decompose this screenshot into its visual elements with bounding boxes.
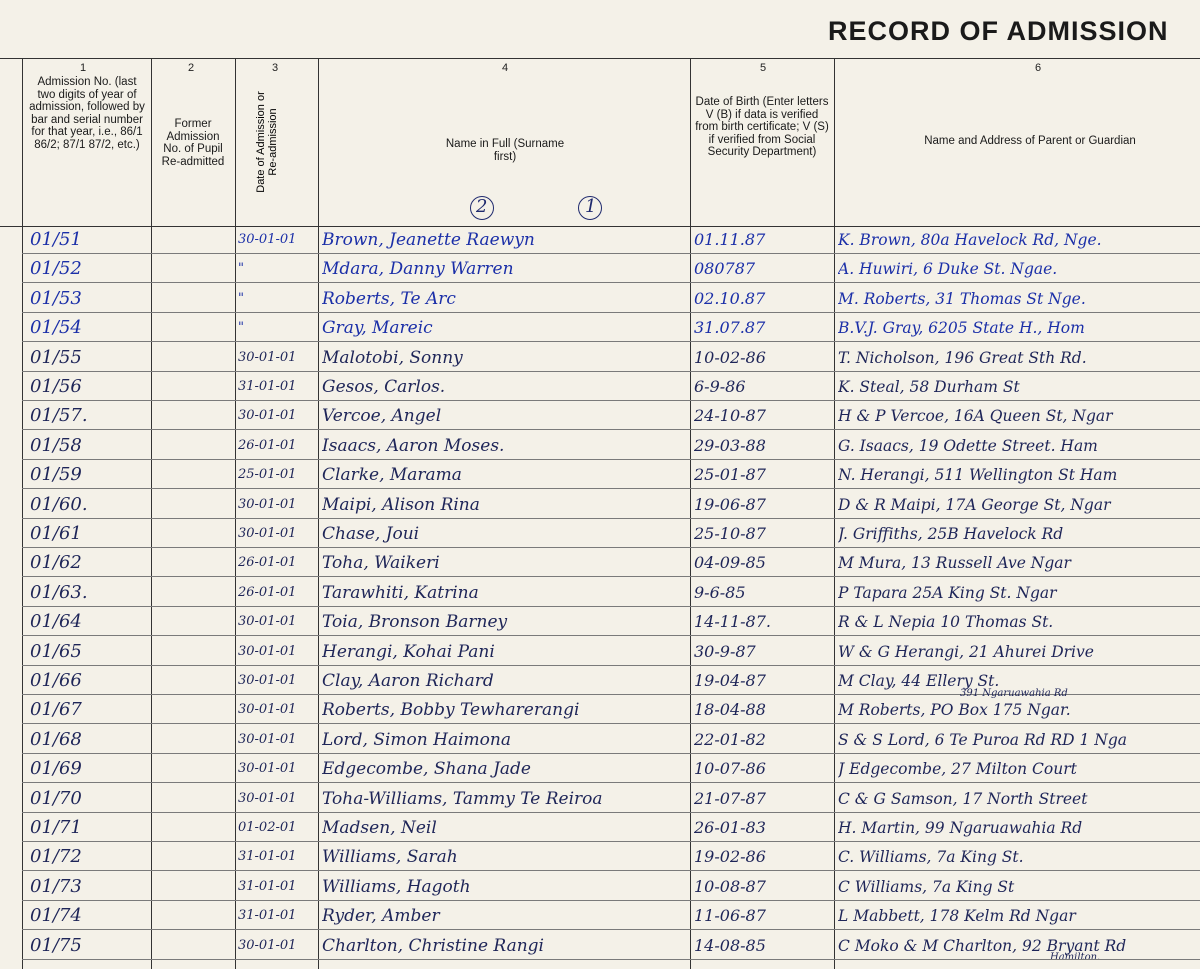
dob-cell: 10-08-87 [694,876,766,896]
name-cell: Chase, Joui [322,524,420,544]
date-cell: 30-01-01 [238,349,297,365]
parent-cell: C Moko & M Charlton, 92 Bryant Rd [838,936,1127,955]
row-rule [22,488,1200,489]
name-cell: Madsen, Neil [322,818,437,838]
col-header-admission-no: Admission No. (last two digits of year of admission, followed by bar and serial number for that year, i.e., 86/1 86/2; 87/1 87/2, etc.) [29,76,145,151]
row-rule [22,429,1200,430]
admission-no-cell: 01/55 [30,346,82,368]
col-number-3: 3 [272,62,279,74]
dob-cell: 29-03-88 [694,435,766,455]
date-cell: 30-01-01 [238,526,297,541]
name-cell: Toha-Williams, Tammy Te Reiroa [322,788,603,809]
dob-cell: 9-6-85 [694,582,746,602]
col-header-date-admission-text: Date of Admission or Re-admission [255,91,279,193]
parent-cell: C & G Samson, 17 North Street [838,789,1088,808]
table-row [0,373,1200,401]
parent-cell: H & P Vercoe, 16A Queen St, Ngar [838,407,1113,426]
name-cell: Toha, Waikeri [322,553,440,574]
dob-cell: 19-04-87 [694,671,766,690]
parent-extra-note: 391 Ngaruawahia Rd [960,688,1068,700]
admission-no-cell: 01/71 [30,817,82,838]
row-rule [22,870,1200,871]
table-row [0,902,1200,930]
table-row [0,402,1200,430]
parent-cell: C. Williams, 7a King St. [838,848,1024,867]
table-row [0,638,1200,666]
dob-cell: 31.07.87 [694,318,766,338]
table-row [0,491,1200,519]
admission-no-cell: 01/58 [30,434,82,456]
col-number-6: 6 [1035,62,1042,74]
date-cell: " [238,290,244,306]
table-row [0,461,1200,489]
dob-cell: 30-9-87 [694,641,756,661]
name-cell: Edgecombe, Shana Jade [322,759,531,780]
name-cell: Ryder, Amber [322,906,440,927]
date-cell: 30-01-01 [238,232,297,247]
row-rule [22,459,1200,460]
col-number-4: 4 [502,62,509,74]
admission-no-cell: 01/68 [30,728,82,750]
parent-cell: R & L Nepia 10 Thomas St. [838,613,1054,632]
col-header-parent: Name and Address of Parent or Guardian [924,135,1136,147]
row-rule [22,723,1200,724]
row-rule [22,841,1200,842]
parent-cell: W & G Herangi, 21 Ahurei Drive [838,642,1094,661]
table-row [0,932,1200,963]
admission-no-cell: 01/53 [30,287,82,309]
date-cell: 30-01-01 [238,614,297,630]
date-cell: 30-01-01 [238,937,297,953]
name-cell: Gesos, Carlos. [322,377,446,397]
parent-cell: B.V.J. Gray, 6205 State H., Hom [838,319,1085,338]
name-cell: Herangi, Kohai Pani [322,641,495,662]
table-row [0,314,1200,342]
date-cell: 31-01-01 [238,878,297,894]
date-cell: 30-01-01 [238,761,297,777]
date-cell: 31-01-01 [238,379,297,394]
dob-cell: 14-08-85 [694,935,766,955]
table-row [0,579,1200,607]
parent-extra-note: Hamilton. [1050,951,1101,963]
admission-no-cell: 01/65 [30,640,82,662]
parent-cell: J Edgecombe, 27 Milton Court [838,760,1077,779]
row-rule [22,959,1200,960]
dob-cell: 21-07-87 [694,788,766,808]
date-cell: 01-02-01 [238,820,297,835]
dob-cell: 25-10-87 [694,524,766,543]
parent-cell: J. Griffiths, 25B Havelock Rd [838,525,1064,543]
admission-no-cell: 01/64 [30,611,82,633]
date-cell: 30-01-01 [238,731,297,747]
date-cell: " [238,261,244,277]
row-rule [22,900,1200,901]
dob-cell: 01.11.87 [694,230,766,249]
parent-cell: M Mura, 13 Russell Ave Ngar [838,554,1071,573]
name-cell: Gray, Mareic [322,318,433,339]
name-cell: Brown, Jeanette Raewyn [322,230,535,250]
table-row [0,843,1200,871]
dob-cell: 19-02-86 [694,847,766,867]
dob-cell: 18-04-88 [694,700,766,720]
dob-cell: 26-01-83 [694,818,766,837]
table-row [0,785,1200,813]
name-cell: Mdara, Danny Warren [322,259,514,280]
row-rule [22,518,1200,519]
parent-cell: S & S Lord, 6 Te Puroa Rd RD 1 Nga [838,730,1128,749]
date-cell: 30-01-01 [238,673,297,688]
dob-cell: 19-06-87 [694,494,766,514]
dob-cell: 10-07-86 [694,759,766,779]
table-row [0,688,1200,724]
admission-no-cell: 01/72 [30,846,82,868]
dob-cell: 080787 [694,259,756,279]
table-row [0,608,1200,636]
dob-cell: 14-11-87. [694,612,771,632]
row-rule [22,782,1200,783]
dob-cell: 04-09-85 [694,553,766,573]
date-cell: 30-01-01 [238,496,297,512]
page-title: RECORD OF ADMISSION [828,16,1169,46]
row-rule [22,576,1200,577]
col-number-2: 2 [188,62,195,74]
name-cell: Roberts, Bobby Tewharerangi [322,700,580,721]
dob-cell: 25-01-87 [694,465,766,485]
name-cell: Toia, Bronson Barney [322,612,508,633]
row-rule [22,753,1200,754]
admission-no-cell: 01/56 [30,376,82,397]
admission-no-cell: 01/69 [30,758,82,780]
dob-cell: 6-9-86 [694,377,746,396]
admission-no-cell: 01/67 [30,699,82,721]
table-row [0,549,1200,577]
name-cell: Clarke, Marama [322,465,462,486]
row-rule [22,547,1200,548]
parent-cell: L Mabbett, 178 Kelm Rd Ngar [838,907,1076,926]
date-cell: 31-01-01 [238,849,297,865]
row-rule [22,635,1200,636]
date-cell: " [238,320,244,336]
dob-cell: 22-01-82 [694,729,766,749]
admission-no-cell: 01/59 [30,464,82,486]
parent-cell: M Roberts, PO Box 175 Ngar. [838,701,1071,720]
table-row [0,873,1200,901]
name-cell: Roberts, Te Arc [322,288,456,309]
bleed-through-text [160,95,163,106]
admission-no-cell: 01/73 [30,875,82,897]
name-cell: Maipi, Alison Rina [322,494,480,515]
col-number-5: 5 [760,62,767,74]
parent-cell: G. Isaacs, 19 Odette Street. Ham [838,436,1098,455]
table-row [0,726,1200,754]
table-row [0,755,1200,783]
date-cell: 30-01-01 [238,790,297,806]
row-rule [22,400,1200,401]
admission-no-cell: 01/62 [30,552,82,574]
table-row [0,432,1200,460]
col-header-name: Name in Full (Surname first) [445,138,565,163]
date-cell: 25-01-01 [238,467,297,483]
parent-cell: K. Steal, 58 Durham St [838,378,1020,396]
col-number-1: 1 [80,62,87,74]
parent-cell: C Williams, 7a King St [838,877,1015,896]
parent-cell: P Tapara 25A King St. Ngar [838,583,1057,602]
row-rule [22,341,1200,342]
col-header-dob: Date of Birth (Enter letters V (B) if data is verified from birth certificate; V (S) if verified from Social Security Department) [695,96,829,158]
admission-no-cell: 01/70 [30,787,82,809]
parent-cell: A. Huwiri, 6 Duke St. Ngae. [838,260,1058,279]
admission-no-cell: 01/66 [30,670,82,691]
parent-cell: N. Herangi, 511 Wellington St Ham [838,466,1118,485]
annotation-number-1: 1 [585,196,597,217]
row-rule [22,371,1200,372]
dob-cell: 10-02-86 [694,347,766,367]
table-row [0,814,1200,842]
name-cell: Williams, Sarah [322,847,458,868]
annotation-number-2: 2 [476,196,488,217]
row-rule [22,929,1200,930]
date-cell: 31-01-01 [238,908,297,924]
admission-no-cell: 01/54 [30,317,82,339]
date-cell: 26-01-01 [238,437,297,453]
row-rule [22,253,1200,254]
date-cell: 30-01-01 [238,702,297,718]
admission-no-cell: 01/63. [30,581,88,603]
parent-cell: T. Nicholson, 196 Great Sth Rd. [838,348,1087,367]
date-cell: 26-01-01 [238,584,297,600]
table-row [0,520,1200,548]
table-top-rule [0,58,1200,59]
dob-cell: 02.10.87 [694,288,766,308]
row-rule [22,812,1200,813]
parent-cell: M. Roberts, 31 Thomas St Nge. [838,289,1086,308]
name-cell: Charlton, Christine Rangi [322,935,544,956]
row-rule [22,282,1200,283]
dob-cell: 24-10-87 [694,406,766,426]
name-cell: Isaacs, Aaron Moses. [322,435,505,456]
parent-cell: M Clay, 44 Ellery St. [838,672,1000,690]
name-cell: Williams, Hagoth [322,876,471,897]
admission-no-cell: 01/74 [30,905,82,927]
name-cell: Vercoe, Angel [322,406,442,427]
parent-cell: K. Brown, 80a Havelock Rd, Nge. [838,231,1102,249]
date-cell: 30-01-01 [238,643,297,659]
admission-no-cell: 01/52 [30,258,82,280]
row-rule [22,606,1200,607]
name-cell: Malotobi, Sonny [322,347,463,368]
admission-no-cell: 01/61 [30,523,82,544]
row-rule [22,312,1200,313]
admission-no-cell: 01/60. [30,493,88,515]
table-row [0,255,1200,283]
col-header-former-no: Former Admission No. of Pupil Re-admitted [161,118,225,168]
parent-cell: H. Martin, 99 Ngaruawahia Rd [838,819,1083,837]
col-header-date-admission [252,82,282,202]
date-cell: 26-01-01 [238,555,297,571]
row-rule [22,665,1200,666]
date-cell: 30-01-01 [238,408,297,424]
admission-no-cell: 01/51 [30,229,82,250]
name-cell: Clay, Aaron Richard [322,671,494,691]
name-cell: Tarawhiti, Katrina [322,582,479,603]
dob-cell: 11-06-87 [694,906,766,926]
admission-no-cell: 01/57. [30,405,88,427]
table-row [0,344,1200,372]
table-row [0,285,1200,313]
table-row [0,226,1200,254]
parent-cell: D & R Maipi, 17A George St, Ngar [838,495,1111,514]
admission-no-cell: 01/75 [30,934,82,956]
name-cell: Lord, Simon Haimona [322,729,511,750]
